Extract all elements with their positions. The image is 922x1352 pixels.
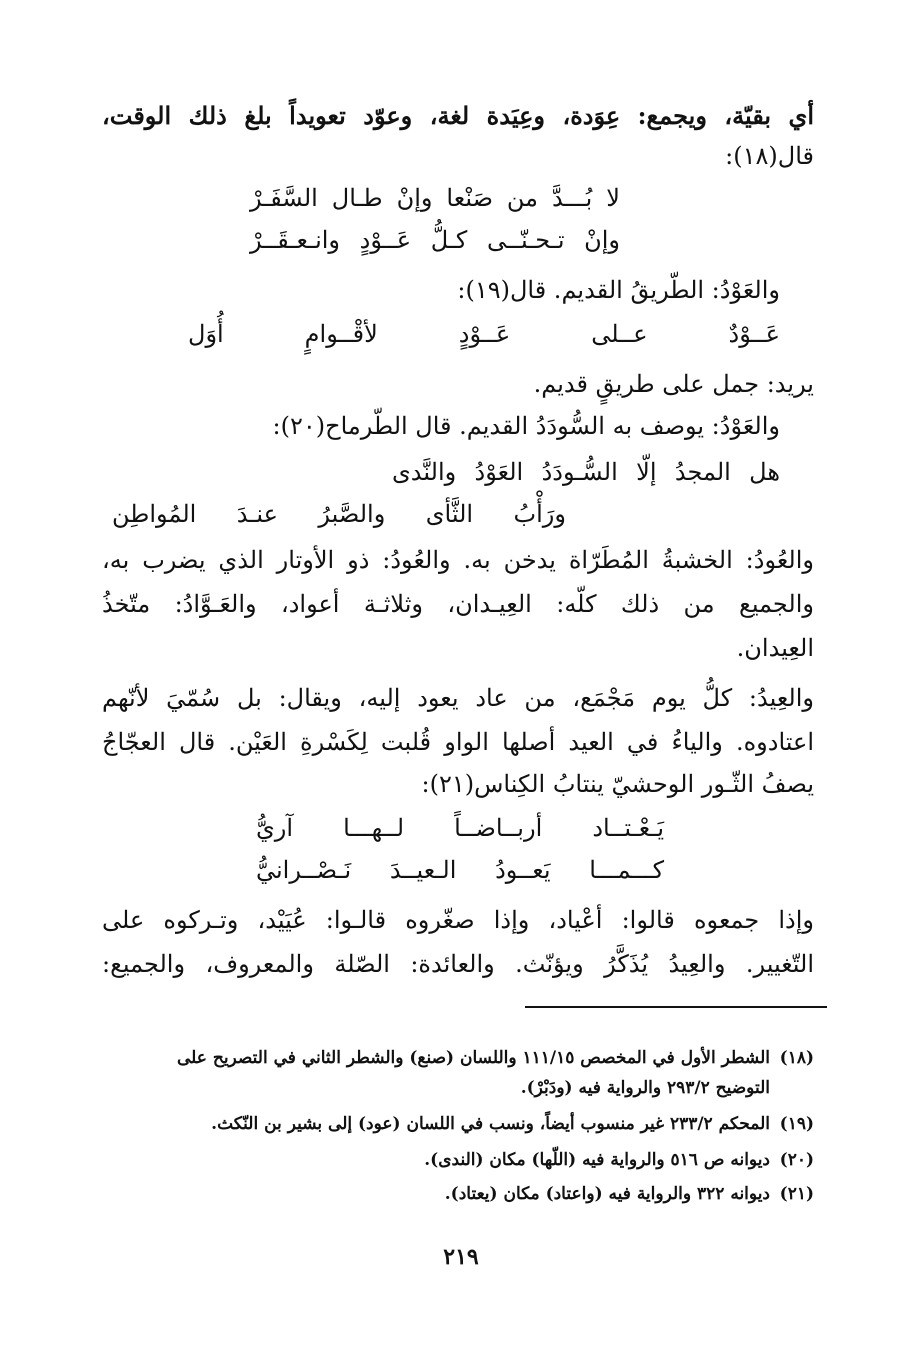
footnote-18 bbox=[102, 1044, 814, 1072]
footnote-text: الشطر الأول في المخصص ١١١/١٥ واللسان (صنع) والشطر الثاني في التصريح على bbox=[176, 1048, 770, 1068]
body-line-6: والعُودُ: الخشبةُ المُطَرّاة يدخن به. والعُودُ: ذو الأوتار الذي يضرب به، bbox=[102, 546, 815, 574]
footnote-text: المحكم ٢٣٣/٢ غير منسوب أيضاً، ونسب في اللسان (عود) إلى بشير بن النّكث. bbox=[211, 1114, 770, 1134]
footnote-number: (٢١) bbox=[779, 1184, 814, 1204]
body-line-7: والجميع من ذلك كلّه: العِيـدان، وثلاثـة أعواد، والعَـوَّادُ: متّخذُ bbox=[102, 590, 814, 618]
footnote-20 bbox=[102, 1146, 814, 1174]
footnote-number: (١٨) bbox=[779, 1048, 814, 1068]
body-line-9: والعِيدُ: كلُّ يوم مَجْمَع، من عاد يعود إليه، ويقال: بل سُمّيَ لأنّهم bbox=[102, 684, 814, 712]
footnote-separator bbox=[525, 1006, 827, 1008]
body-line-13: التّغيير. والعِيدُ يُذَكَّرُ ويؤنّث. والعائدة: الصّلة والمعروف، والجميع: bbox=[102, 950, 814, 978]
body-line-12: وإذا جمعوه قالوا: أعْياد، وإذا صغّروه قالـوا: عُيَيْد، وتـركوه على bbox=[102, 906, 814, 934]
body-line-8: العِيدان. bbox=[736, 634, 814, 662]
body-line-11: يصفُ الثّـور الوحشيّ ينتابُ الكِناس(٢١): bbox=[421, 770, 814, 798]
footnote-18-continued: التوضيح ٢٩٣/٢ والرواية فيه (ودَبْرْ). bbox=[520, 1078, 770, 1098]
footnote-number: (٢٠) bbox=[779, 1150, 814, 1170]
footnote-text: ديوانه ص ٥١٦ والرواية فيه (اللّها) مكان (الندى). bbox=[424, 1150, 770, 1170]
footnote-number: (١٩) bbox=[779, 1114, 814, 1134]
footnote-21 bbox=[102, 1180, 814, 1208]
verse-4: هل المجدُ إلّا السُّـودَدُ العَوْدُ والنَّدى bbox=[392, 458, 780, 486]
body-line-2: قال(١٨): bbox=[725, 142, 814, 170]
page-number: ٢١٩ bbox=[443, 1244, 479, 1270]
footnote-19 bbox=[102, 1110, 814, 1138]
verse-6: يَـعْـتــاد أربــاضــاً لــهـــا آريُّ bbox=[256, 814, 664, 842]
footnote-text: ديوانه ٣٢٢ والرواية فيه (واعتاد) مكان (يعتاد). bbox=[444, 1184, 770, 1204]
verse-5: ورَأْبُ الثَّأى والصَّبرُ عنـدَ المُواطِن bbox=[112, 500, 566, 528]
body-line-10: اعتادوه. والياءُ في العيد أصلها الواو قُلبت لِكَسْرةِ العَيْن. قال العجّاجُ bbox=[102, 728, 814, 756]
verse-3: عَــوْدٌ عــلى عَــوْدٍ لأقْــوامٍ أُوَل bbox=[188, 320, 780, 348]
verse-2: وإنْ تـحـنّــى كـلُّ عَــوْدٍ وانـعـقَــرْ bbox=[250, 226, 620, 254]
body-line-5: والعَوْدُ: يوصف به السُّودَدُ القديم. قال الطّرماح(٢٠): bbox=[272, 412, 780, 440]
verse-7: كـــمـــا يَعــودُ الـعيــدَ نَـصْــرانيُّ bbox=[256, 856, 664, 884]
verse-1: لا بُـــدَّ من صَنْعا وإنْ طـال السَّفَـرْ bbox=[250, 184, 620, 212]
body-line-3: والعَوْدُ: الطّريقُ القديم. قال(١٩): bbox=[457, 276, 780, 304]
body-line-1: أي بقيّة، ويجمع: عِوَدة، وعِيَدة لغة، وعوّد تعويداً بلغ ذلك الوقت، bbox=[102, 101, 814, 130]
body-line-4: يريد: جمل على طريقٍ قديم. bbox=[533, 370, 814, 398]
